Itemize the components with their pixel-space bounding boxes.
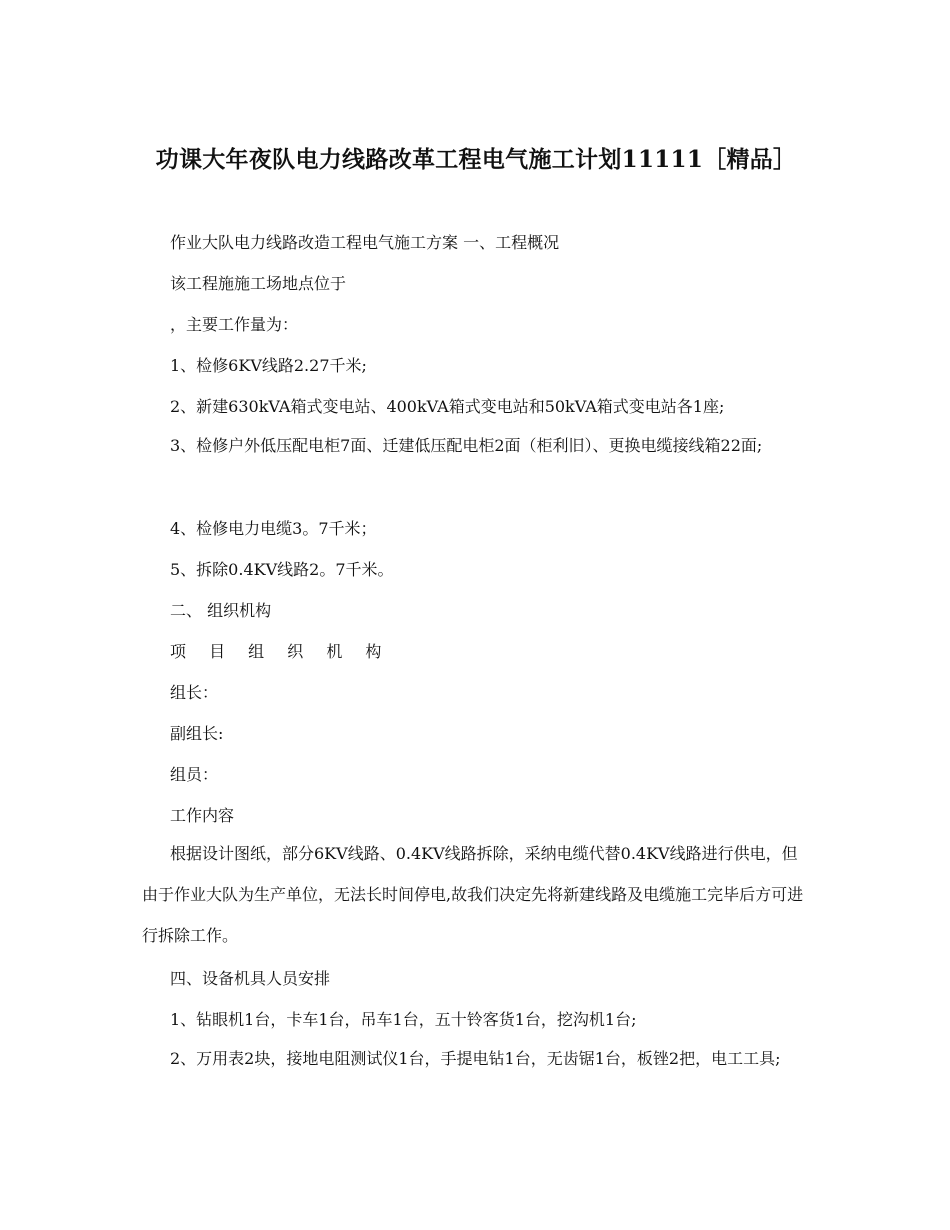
work-content-heading: 工作内容 — [170, 806, 235, 825]
paragraph-item-3: 3、检修户外低压配电柜7面、迁建低压配电柜2面（柜利旧）、更换电缆接线箱22面; — [170, 436, 763, 455]
deputy-leader-label: 副组长: — [170, 724, 224, 743]
paragraph-work-content: 根据设计图纸，部分6KV线路、0.4KV线路拆除，采纳电缆代替0.4KV线路进行供电，但由于作业大队为生产单位，无法长时间停电,故我们决定先将新建线路及电缆施工完毕后方可进行拆除工作。 — [142, 844, 804, 945]
paragraph-equipment-2: 2、万用表2块，接地电阻测试仪1台，手提电钻1台，无齿锯1台，板锉2把，电工工具; — [170, 1049, 781, 1068]
team-leader-label: 组长： — [170, 683, 219, 702]
document-title: 功课大年夜队电力线路改革工程电气施工计划11111［精品］ — [155, 146, 797, 173]
paragraph-item-1: 1、检修6KV线路2.27千米; — [170, 356, 367, 375]
org-structure-heading: 项 目 组 织 机 构 — [170, 642, 391, 661]
team-members-label: 组员： — [170, 765, 219, 784]
section-heading-organization: 二、 组织机构 — [170, 601, 272, 620]
paragraph-workload-intro: ，主要工作量为： — [170, 315, 299, 334]
paragraph-overview-heading: 作业大队电力线路改造工程电气施工方案 一、工程概况 — [170, 233, 560, 252]
paragraph-item-4: 4、检修电力电缆3。7千米； — [170, 519, 377, 538]
paragraph-item-2: 2、新建630kVA箱式变电站、400kVA箱式变电站和50kVA箱式变电站各1座; — [170, 397, 725, 416]
paragraph-equipment-1: 1、钻眼机1台，卡车1台，吊车1台，五十铃客货1台，挖沟机1台; — [170, 1010, 637, 1029]
paragraph-item-5: 5、拆除0.4KV线路2。7千米。 — [170, 560, 394, 579]
paragraph-site-location: 该工程施施工场地点位于 — [170, 274, 347, 293]
section-heading-equipment: 四、设备机具人员安排 — [170, 969, 331, 988]
